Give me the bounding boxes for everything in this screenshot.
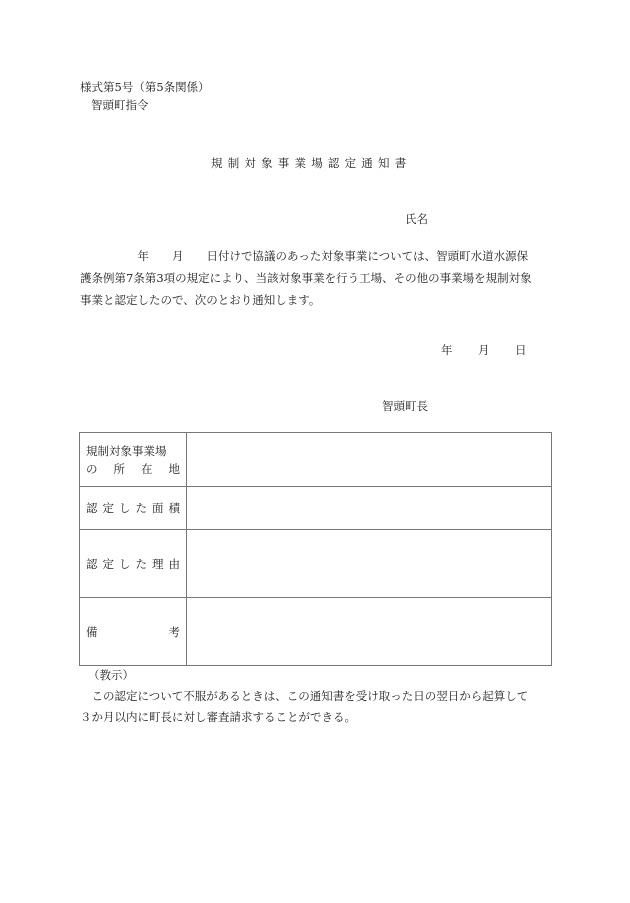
label-char: 所 [113,461,125,476]
area-value-cell[interactable] [187,487,552,530]
notice-body [80,245,555,311]
instruction-heading: （教示） [88,668,134,682]
date-month: 月 [478,343,490,357]
certification-table [79,432,552,666]
label-char: 定 [102,556,114,571]
label-char: 定 [102,501,114,515]
label-char: 面 [152,501,164,515]
label-char: た [135,556,147,571]
body-line: 護条例第7条第3項の規定により、当該対象事業を行う工場、その他の事業場を規制対象 [80,271,532,285]
instruction-line: ３か月以内に町長に対し審査請求することができる。 [80,710,356,724]
label-char: 備 [86,624,98,639]
remarks-value-cell[interactable] [187,598,552,666]
location-label-cell [80,433,187,487]
remarks-label-cell [80,598,187,666]
label-char: た [135,501,147,515]
body-line: 年 月 日付けで協議のあった対象事業については、智頭町水道水源保 [80,249,529,263]
area-label-cell [80,487,187,530]
instruction-line: この認定について不服があるときは、この通知書を受け取った日の翌日から起算して [80,689,529,703]
label-char: 理 [152,556,164,571]
date-line [441,342,527,358]
label-char: 在 [141,461,153,476]
label-char: の [86,461,98,476]
label-char: 認 [86,556,98,571]
label-char: 積 [168,501,180,515]
recipient-name-label: 氏名 [405,212,428,226]
label-char: し [119,501,131,515]
location-label-line2 [86,460,180,478]
table-row-location [80,433,552,487]
body-line: 事業と認定したので、次のとおり通知します。 [80,293,321,307]
location-label-line1: 規制対象事業場 [86,443,167,458]
instruction-body [80,686,528,728]
document-title: 規制対象事業場認定通知書 [211,156,412,170]
signer-label: 智頭町長 [382,399,428,413]
form-number-label: 様式第5号（第5条関係） [80,80,210,94]
date-year: 年 [441,343,453,357]
reason-label-cell [80,530,187,598]
table-row-area [80,487,552,530]
issuer-label: 智頭町指令 [91,98,149,112]
date-day: 日 [515,343,527,357]
location-value-cell[interactable] [187,433,552,487]
label-char: 由 [168,556,180,571]
table-row-remarks [80,598,552,666]
reason-value-cell[interactable] [187,530,552,598]
label-char: し [119,556,131,571]
label-char: 認 [86,501,98,515]
table-row-reason [80,530,552,598]
label-char: 考 [168,624,180,639]
label-char: 地 [168,461,180,476]
